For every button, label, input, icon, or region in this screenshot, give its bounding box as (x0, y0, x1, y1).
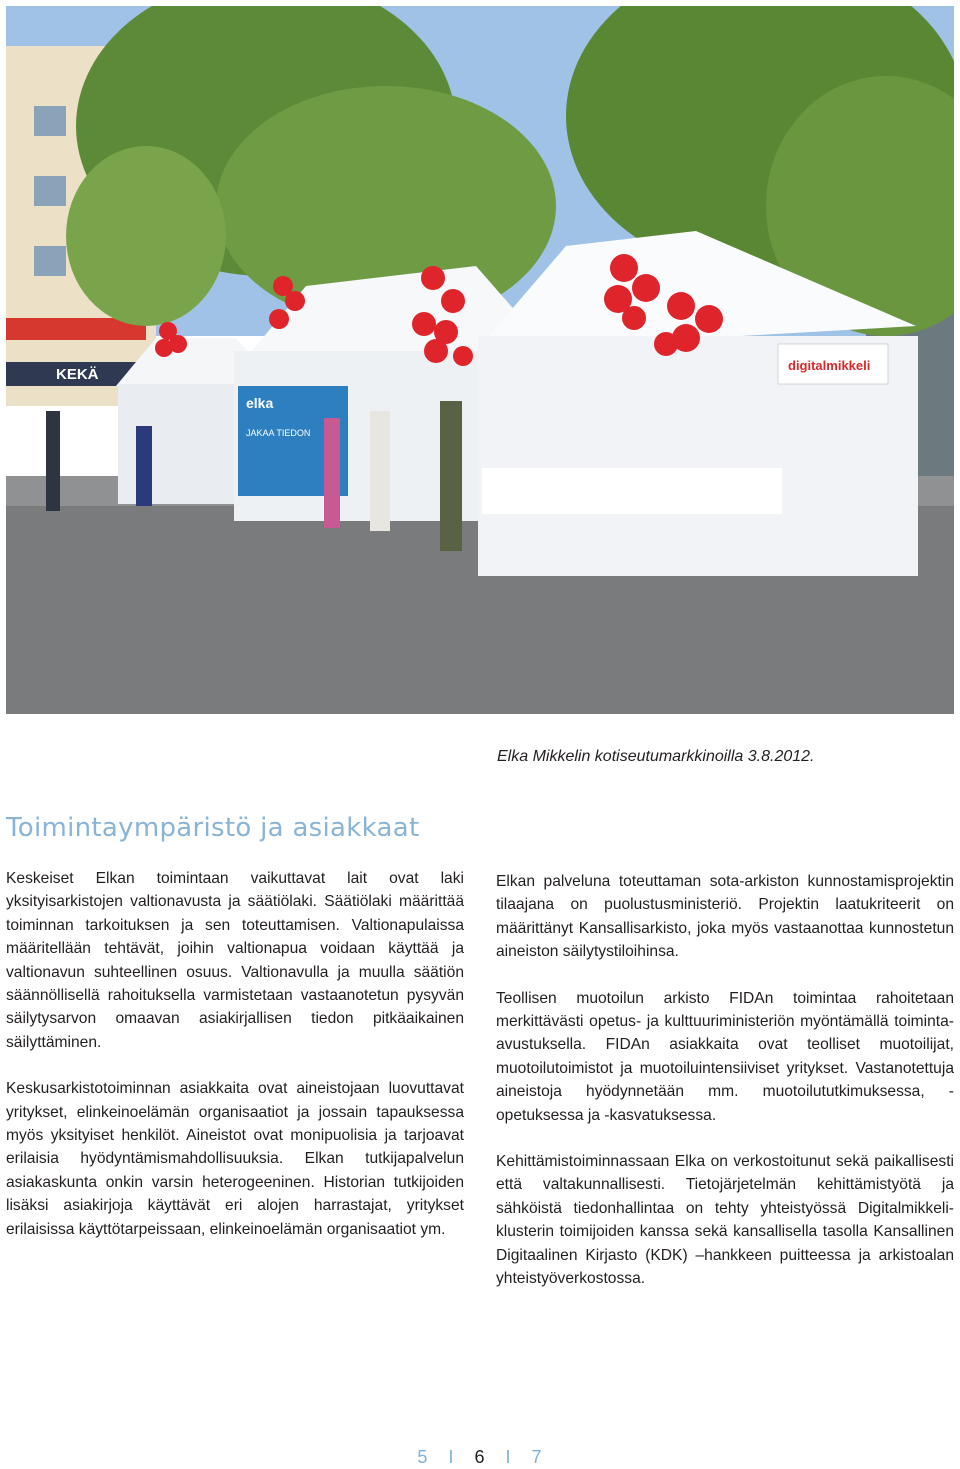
page-separator: I (448, 1447, 455, 1467)
paragraph: Keskusarkistotoiminnan asiakkaita ovat aineistojaan luovuttavat yritykset, elinkeinoelämän organisaatiot ja jossain tapauksessa myös yksityiset henkilöt. Aineistot ovat monipuolisia ja tarjoavat erilaisia hyödyntämismahdollisuuksia. Elkan tutkijapalvelun asiakaskunta onkin varsin heterogeeninen. Historian tutkijoiden lisäksi asiakirjoja käyttävät eri alojen harrastajat, yritykset erilaisissa käyttötarpeissaan, elinkeinoelämän organisaatiot ym. (6, 1080, 464, 1238)
paragraph: Kehittämistoiminnassaan Elka on verkostoitunut sekä paikallisesti että valtakunnallisesti. Tietojärjetelmän kehittämistyötä ja sähköistä tiedonhallintaa on tehty yhteistyössä Digitalmikkeli-klusterin toimijoiden kanssa sekä kansallisella tasolla Kansallinen Digitaalinen Kirjasto (KDK) –hankkeen puitteessa ja arkistoalan yhteistyöverkostossa. (496, 1153, 954, 1288)
paragraph: Elkan palveluna toteuttaman sota-arkiston kunnostamisprojektin tilaajana on puolustusministeriö. Projektin laatukriteerit on määrittänyt Kansallisarkisto, joka myös vastaanottaa kunnostetun aineiston säilytystiloihinsa. (496, 873, 954, 961)
elka-poster-text: JAKAA TIEDON (246, 428, 311, 438)
photo-caption: Elka Mikkelin kotiseutumarkkinoilla 3.8.2012. (497, 748, 815, 765)
elka-poster-logo: elka (246, 395, 274, 411)
paragraph: Keskeiset Elkan toimintaan vaikuttavat lait ovat laki yksityisarkistojen valtionavusta ja säätiölaki. Säätiölaki määrittää toiminnan tarkoituksen ja sen toteuttamisen. Valtionapulaissa määritellään tehtävät, joihin valtionapua voidaan käyttää ja valtionavun suhteellinen osuus. Valtionavulla ja muulla säätiön säännöllisellä rahoituksella varmistetaan vastaanotetun pysyvän säilytysarvon omaavan asiakirjallisen tiedon pitkäaikainen säilyttäminen. (6, 870, 464, 1051)
page-separator: I (505, 1447, 512, 1467)
market-photo (6, 6, 954, 714)
page-navigation (0, 1445, 960, 1469)
photo-illustration (6, 6, 954, 714)
paragraph: Teollisen muotoilun arkisto FIDAn toimintaa rahoitetaan merkittävästi opetus- ja kulttuuriministeriön myöntämällä toiminta-avustuksella. FIDAn asiakkaita ovat teolliset muotoilijat, muotoilutoimistot ja muotoiluintensiiviset yritykset. Vastanotettuja aineistoja hyödynnetään mm. muotoilututkimuksessa, -opetuksessa ja -kasvatuksessa. (496, 989, 954, 1124)
section-heading: Toimintaympäristö ja asiakkaat (6, 813, 420, 843)
next-page-number[interactable]: 7 (531, 1447, 543, 1467)
market-table (482, 468, 782, 514)
digitalmikkeli-banner-text: digitalmikkeli (788, 358, 871, 373)
left-column (6, 867, 464, 1264)
right-column (496, 870, 954, 1314)
current-page-number: 6 (474, 1447, 486, 1467)
previous-page-number[interactable]: 5 (417, 1447, 429, 1467)
store-sign-text: KEKÄ (56, 366, 99, 383)
